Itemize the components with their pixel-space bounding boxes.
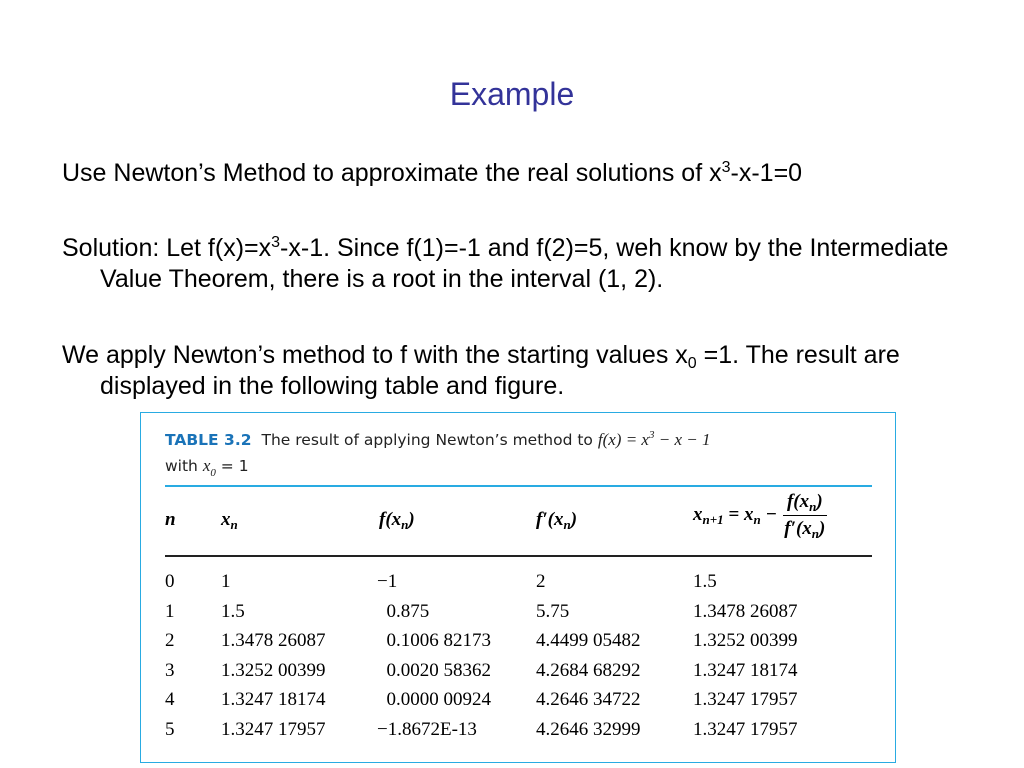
- cell-fxn: 0.0000 00924: [377, 689, 491, 710]
- header-next-sub: n+1: [702, 511, 724, 527]
- header-fxn: [379, 509, 415, 531]
- den-close: ): [819, 518, 826, 539]
- cell-xn: 1.3247 17957: [221, 718, 326, 740]
- cell-n: 2: [165, 630, 175, 651]
- caption-exp: 3: [648, 429, 655, 441]
- method-paragraph: [62, 340, 980, 402]
- header-fx-text: f(x: [379, 509, 402, 530]
- cell-fprime: 2: [536, 571, 546, 592]
- header-n: n: [165, 509, 176, 530]
- caption-x: x: [202, 456, 211, 475]
- cell-n: 4: [165, 689, 175, 710]
- fraction-numerator: [783, 491, 827, 516]
- caption-line-1: [165, 427, 710, 453]
- problem-text-end: -x-1=0: [730, 159, 803, 187]
- cell-next-x: 1.3247 18174: [693, 659, 798, 681]
- exponent: 3: [721, 159, 731, 176]
- solution-text: Solution: Let f(x)=x: [62, 234, 272, 262]
- cell-next-x: 1.3252 00399: [693, 630, 798, 651]
- cell-xn: 1.3247 18174: [221, 689, 326, 710]
- solution-paragraph: [62, 233, 980, 295]
- header-minus: −: [760, 503, 777, 525]
- newton-table: [140, 412, 896, 763]
- header-next-x-text: x: [693, 503, 703, 525]
- problem-statement: [62, 158, 980, 189]
- cell-fprime: 5.75: [536, 600, 570, 622]
- cell-fxn: −1: [377, 571, 398, 592]
- cell-fprime: 4.4499 05482: [536, 630, 641, 651]
- header-x-sub: n: [230, 517, 238, 532]
- exponent: 3: [271, 234, 281, 251]
- den-sub: n: [811, 526, 820, 541]
- caption-text: The result of applying Newton’s method to: [261, 431, 598, 449]
- header-fp-close: ): [570, 509, 578, 530]
- header-fp-sub: n: [563, 517, 571, 532]
- header-next-eq-sub: n: [753, 511, 761, 527]
- cell-next-x: 1.5: [693, 571, 717, 592]
- cell-next-x: 1.3478 26087: [693, 600, 798, 622]
- header-fprime: [536, 509, 577, 531]
- problem-text: Use Newton’s Method to approximate the real solutions of x: [62, 159, 722, 187]
- caption-x-sub: 0: [210, 467, 216, 479]
- table-top-rule: [165, 485, 872, 487]
- cell-fxn: 0.1006 82173: [377, 630, 491, 651]
- cell-next-x: 1.3247 17957: [693, 718, 798, 740]
- method-text: We apply Newton’s method to f with the starting values x: [62, 341, 688, 369]
- den-text: f′(x: [784, 518, 812, 539]
- caption-rest: − x − 1: [654, 430, 711, 449]
- header-next-eq: = x: [723, 503, 754, 525]
- method-text-end: =1. The result are displayed in the following table and figure.: [100, 341, 900, 400]
- cell-fprime: 4.2646 32999: [536, 718, 641, 740]
- cell-xn: 1: [221, 571, 231, 592]
- cell-xn: 1.3252 00399: [221, 659, 326, 681]
- header-fx-sub: n: [401, 517, 409, 532]
- subscript: 0: [687, 355, 697, 372]
- cell-fxn: 0.875: [377, 600, 430, 622]
- header-fx-close: ): [408, 509, 415, 530]
- cell-fxn: 0.0020 58362: [377, 659, 491, 681]
- table-caption: [165, 427, 710, 479]
- cell-next-x: 1.3247 17957: [693, 689, 798, 710]
- caption-line-2: [165, 453, 710, 479]
- cell-n: 0: [165, 571, 175, 592]
- num-close: ): [816, 491, 823, 512]
- newton-fraction: [783, 491, 827, 540]
- cell-fprime: 4.2684 68292: [536, 659, 641, 681]
- cell-n: 5: [165, 718, 175, 740]
- cell-xn: 1.3478 26087: [221, 630, 326, 651]
- num-text: f(x: [786, 491, 810, 512]
- cell-n: 3: [165, 659, 175, 681]
- header-fp-text: f′(x: [536, 509, 564, 530]
- solution-text-end: -x-1. Since f(1)=-1 and f(2)=5, weh know by the Intermediate Value Theorem, there is a root in the interval (1, 2).: [100, 234, 949, 293]
- caption-x0: [202, 456, 216, 479]
- num-sub: n: [809, 499, 817, 514]
- cell-fxn: −1.8672E-13: [377, 718, 477, 740]
- caption-with: with: [165, 457, 203, 475]
- fraction-denominator: [783, 516, 827, 540]
- table-header-rule: [165, 555, 872, 557]
- table-label: TABLE 3.2: [165, 431, 252, 449]
- caption-eq: = x: [621, 430, 649, 449]
- header-next-x: [693, 491, 827, 540]
- caption-formula: [598, 430, 711, 449]
- caption-fx: f(x): [597, 430, 622, 449]
- cell-xn: 1.5: [221, 600, 245, 622]
- cell-fprime: 4.2646 34722: [536, 689, 641, 710]
- cell-n: 1: [165, 600, 175, 622]
- header-x-text: x: [221, 509, 231, 530]
- header-xn: [221, 509, 238, 531]
- caption-eq-one: = 1: [215, 457, 249, 475]
- slide-title: Example: [449, 76, 575, 112]
